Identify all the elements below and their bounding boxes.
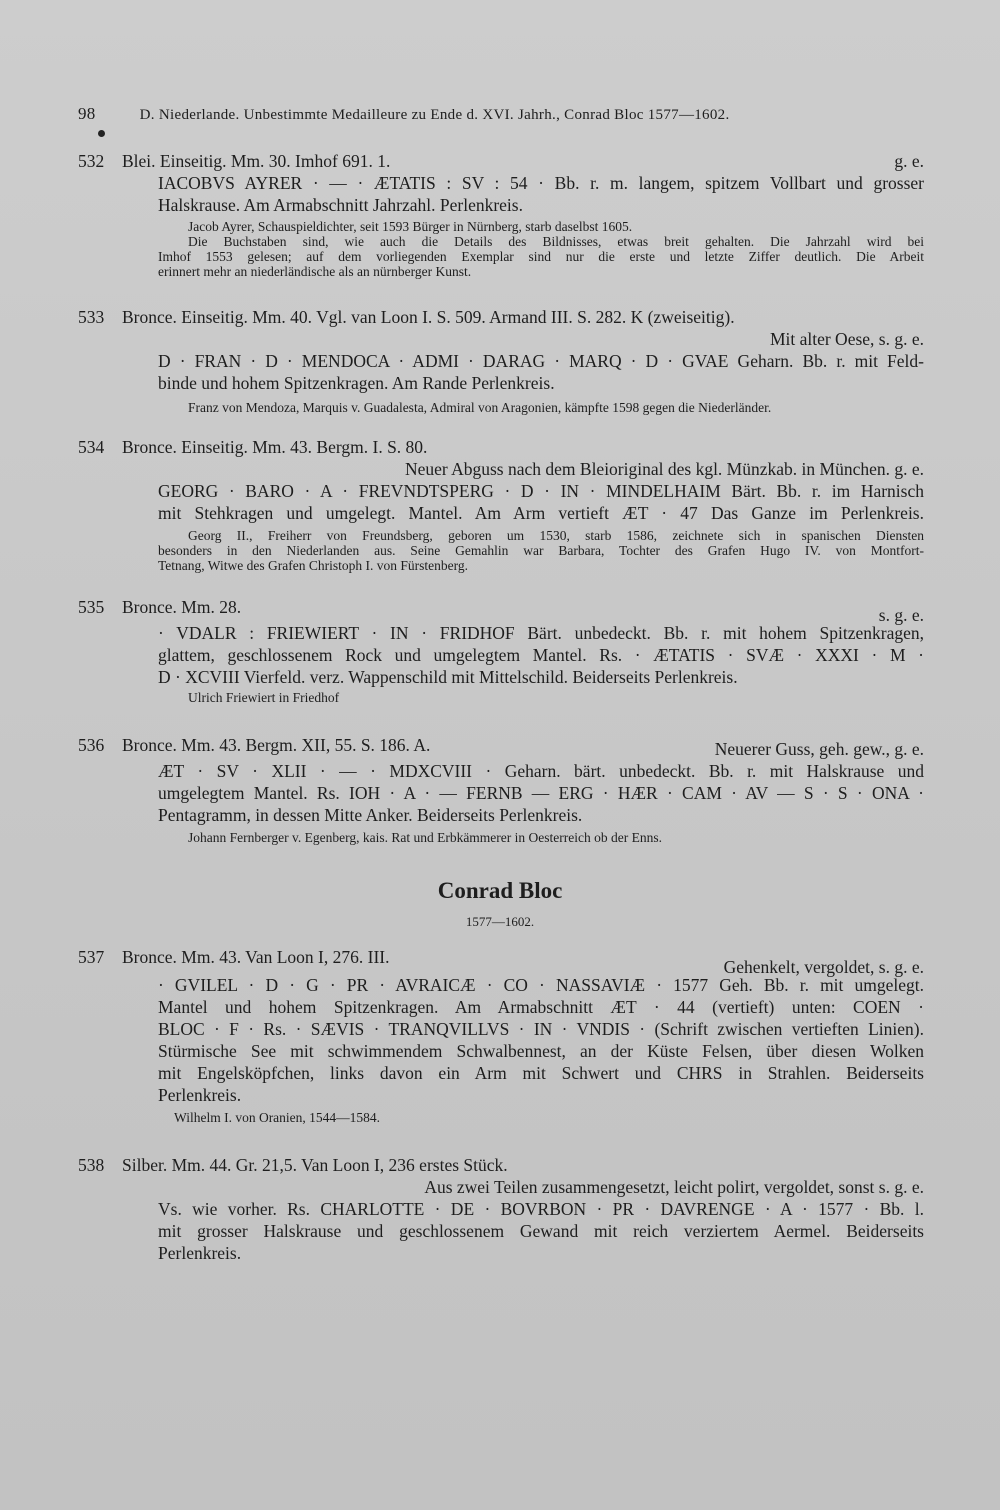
note-line: erinnert mehr an niederländische als an nürnberger Kunst.: [158, 264, 472, 279]
entry-first-line: [78, 946, 924, 977]
entry-note: [78, 528, 924, 573]
entry-note: Wilhelm I. von Oranien, 1544—1584.: [174, 1110, 381, 1125]
entry-line: D · FRAN · D · MENDOCA · ADMI · DARAG · MARQ · D · GVAE Geharn. Bb. r. mit Feld-: [158, 351, 924, 371]
entry-second-line: [78, 328, 924, 350]
note-line: Tetnang, Witwe des Grafen Christoph I. von Fürstenberg.: [158, 558, 468, 573]
entry-line: umgelegtem Mantel. Rs. IOH · A · — FERNB — ERG · HÆR · CAM · AV — S · S · ONA ·: [158, 783, 924, 803]
entry-first-line: [78, 150, 924, 172]
entry-line: Perlenkreis.: [158, 1243, 242, 1263]
entry-condition: Gehenkelt, vergoldet, s. g. e.: [723, 957, 924, 977]
entry-line: BLOC · F · Rs. · SÆVIS · TRANQVILLVS · IN · VNDIS · (Schrift zwischen vertieften Linien).: [158, 1019, 924, 1039]
entry-condition: Mit alter Oese, s. g. e.: [769, 329, 924, 349]
entry-line: Vs. wie vorher. Rs. CHARLOTTE · DE · BOVRBON · PR · DAVRENGE · A · 1577 · Bb. l.: [158, 1199, 924, 1219]
note-line: Die Buchstaben sind, wie auch die Details des Bildnisses, etwas breit gehalten. Die Jahrzahl wird bei: [188, 234, 924, 249]
entry-line: Pentagramm, in dessen Mitte Anker. Beiderseits Perlenkreis.: [158, 805, 583, 825]
entry-note: Franz von Mendoza, Marquis v. Guadalesta, Admiral von Aragonien, kämpfte 1598 gegen die Niederländer.: [188, 400, 772, 415]
entry-condition: s. g. e.: [878, 605, 924, 625]
entry-line: · VDALR : FRIEWIERT · IN · FRIDHOF Bärt. unbedeckt. Bb. r. mit hohem Spitzenkragen,: [158, 623, 924, 643]
note-line: Imhof 1553 gelesen; auf dem vorliegenden Exemplar sind nur die erste und letzte Ziffer deutlich. Die Arbeit: [158, 249, 924, 264]
section-years: 1577—1602.: [465, 914, 535, 929]
entry-heading: Bronce. Mm. 28.: [122, 597, 242, 617]
catalog-entry-533: [78, 306, 924, 415]
entry-heading: Bronce. Mm. 43. Van Loon I, 276. III.: [122, 947, 390, 967]
entry-line: Mantel und hohem Spitzenkragen. Am Armabschnitt ÆT · 44 (vertieft) unten: COEN ·: [158, 997, 924, 1017]
entry-heading: Bronce. Einseitig. Mm. 43. Bergm. I. S. 80.: [122, 437, 428, 457]
entry-line: Perlenkreis.: [158, 1085, 242, 1105]
entry-number: 535: [78, 597, 105, 617]
entry-number: 533: [78, 307, 105, 327]
entry-number: 532: [78, 151, 105, 171]
catalog-entry-538: [78, 1154, 924, 1264]
entry-number: 536: [78, 735, 105, 755]
entry-heading: Silber. Mm. 44. Gr. 21,5. Van Loon I, 236 erstes Stück.: [122, 1155, 508, 1175]
entry-line: binde und hohem Spitzenkragen. Am Rande Perlenkreis.: [158, 373, 555, 393]
entry-line: ÆT · SV · XLII · — · MDXCVIII · Geharn. bärt. unbedeckt. Bb. r. mit Halskrause und: [158, 761, 924, 781]
entry-line: GEORG · BARO · A · FREVNDTSPERG · D · IN · MINDELHAIM Bärt. Bb. r. im Harnisch: [158, 481, 924, 501]
catalog-entry-537: [78, 946, 924, 1125]
catalog-entry-534: [78, 436, 924, 573]
entry-condition: Neuerer Guss, geh. gew., g. e.: [714, 739, 924, 759]
note-line: Georg II., Freiherr von Freundsberg, geboren um 1530, starb 1586, zeichnete sich in spanischen Diensten: [188, 528, 924, 543]
entry-number: 538: [78, 1155, 105, 1175]
entry-line: D · XCVIII Vierfeld. verz. Wappenschild mit Mittelschild. Beiderseits Perlenkreis.: [158, 667, 738, 687]
bullet-mark: [98, 130, 105, 137]
entry-first-line: [78, 1154, 924, 1176]
entry-line: mit grosser Halskrause und geschlossenem Gewand mit reich verziertem Aermel. Beiderseits: [158, 1221, 924, 1241]
running-title: D. Niederlande. Unbestimmte Medailleure zu Ende d. XVI. Jahrh., Conrad Bloc 1577—1602.: [139, 107, 730, 123]
catalog-entry-532: [78, 150, 924, 279]
entry-note: [78, 219, 924, 279]
entry-line: Halskrause. Am Armabschnitt Jahrzahl. Perlenkreis.: [158, 195, 523, 215]
entry-line: glattem, geschlossenem Rock und umgelegtem Mantel. Rs. · ÆTATIS · SVÆ · XXXI · M ·: [158, 645, 924, 665]
entry-line: mit Engelsköpfchen, links davon ein Arm mit Schwert und CHRS in Strahlen. Beiderseits: [158, 1063, 924, 1083]
page-number: 98: [78, 104, 96, 123]
entry-condition: Neuer Abguss nach dem Bleioriginal des kgl. Münzkab. in München. g. e.: [404, 459, 924, 479]
entry-number: 534: [78, 437, 105, 457]
entry-second-line: [78, 1176, 924, 1198]
entry-condition: g. e.: [894, 151, 924, 171]
entry-first-line: [78, 436, 924, 458]
entry-line: mit Stehkragen und umgelegt. Mantel. Am Arm vertieft ÆT · 47 Das Ganze im Perlenkreis.: [158, 503, 924, 523]
running-header: [78, 104, 878, 124]
entry-line: · GVILEL · D · G · PR · AVRAICÆ · CO · NASSAVIÆ · 1577 Geh. Bb. r. mit umgelegt.: [158, 975, 924, 995]
entry-note: Ulrich Friewiert in Friedhof: [188, 690, 340, 705]
entry-line: Stürmische See mit schwimmendem Schwalbennest, an der Küste Felsen, über diesen Wolken: [158, 1041, 924, 1061]
entry-second-line: [78, 458, 924, 480]
entry-line: IACOBVS AYRER · — · ÆTATIS : SV : 54 · Bb. r. m. langem, spitzem Vollbart und grosser: [158, 173, 924, 193]
entry-note: Johann Fernberger v. Egenberg, kais. Rat und Erbkämmerer in Oesterreich ob der Enns.: [188, 830, 662, 845]
entry-first-line: [78, 734, 924, 759]
entry-heading: Blei. Einseitig. Mm. 30. Imhof 691. 1.: [122, 151, 391, 171]
entry-number: 537: [78, 947, 105, 967]
note-line: besonders in den Niederlanden aus. Seine Gemahlin war Barbara, Tochter des Grafen Hugo IV. von Montfort-: [158, 543, 924, 558]
entry-first-line: [78, 596, 924, 625]
catalog-entry-536: [78, 734, 924, 845]
entry-heading: Bronce. Mm. 43. Bergm. XII, 55. S. 186. A.: [122, 735, 431, 755]
entry-condition: Aus zwei Teilen zusammengesetzt, leicht polirt, vergoldet, sonst s. g. e.: [424, 1177, 924, 1197]
catalog-entry-535: [78, 596, 924, 705]
section-title: Conrad Bloc: [437, 878, 563, 903]
entry-heading: Bronce. Einseitig. Mm. 40. Vgl. van Loon I. S. 509. Armand III. S. 282. K (zweiseitig).: [122, 307, 735, 327]
entry-first-line: [78, 306, 924, 328]
note-line: Jacob Ayrer, Schauspieldichter, seit 1593 Bürger in Nürnberg, starb daselbst 1605.: [188, 219, 633, 234]
